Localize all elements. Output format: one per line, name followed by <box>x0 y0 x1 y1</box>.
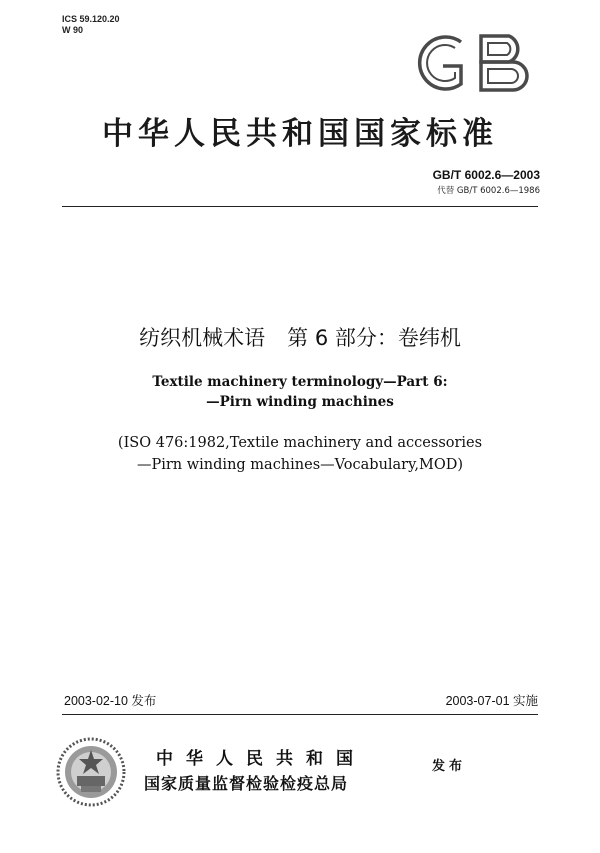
english-title-line-2: —Pirn winding machines <box>206 394 394 410</box>
replaces-standard: 代替 GB/T 6002.6—1986 <box>437 186 540 196</box>
ccs-code: W 90 <box>62 25 84 35</box>
english-title-line-1: Textile machinery terminology—Part 6: <box>152 374 448 390</box>
iso-reference <box>0 432 600 476</box>
national-emblem-icon <box>55 736 127 808</box>
english-title <box>0 372 600 412</box>
publication-date: 2003-02-10 发布 <box>64 694 157 708</box>
national-standard-title: 中华人民共和国国家标准 <box>102 116 498 152</box>
standard-number: GB/T 6002.6—2003 <box>432 168 540 182</box>
iso-reference-line-1: (ISO 476:1982,Textile machinery and accessories <box>117 435 483 451</box>
implementation-date: 2003-07-01 实施 <box>445 694 538 708</box>
issuing-authority <box>144 744 366 794</box>
chinese-title <box>0 322 600 352</box>
classification-codes <box>62 14 120 36</box>
bottom-divider <box>62 714 538 715</box>
issuer-agency: 国家质量监督检验检疫总局 <box>144 774 349 793</box>
ics-code: ICS 59.120.20 <box>62 14 120 24</box>
chinese-title-main: 纺织机械术语 <box>139 326 266 350</box>
iso-reference-line-2: —Pirn winding machines—Vocabulary,MOD) <box>136 457 464 473</box>
publish-label: 发布 <box>432 759 467 774</box>
issuer-country: 中华人民共和国 <box>156 749 366 769</box>
gb-logo-text: GB <box>472 97 474 98</box>
chinese-title-part: 第 6 部分：卷纬机 <box>287 326 461 350</box>
gb-logo <box>409 28 535 98</box>
top-divider <box>62 206 538 207</box>
